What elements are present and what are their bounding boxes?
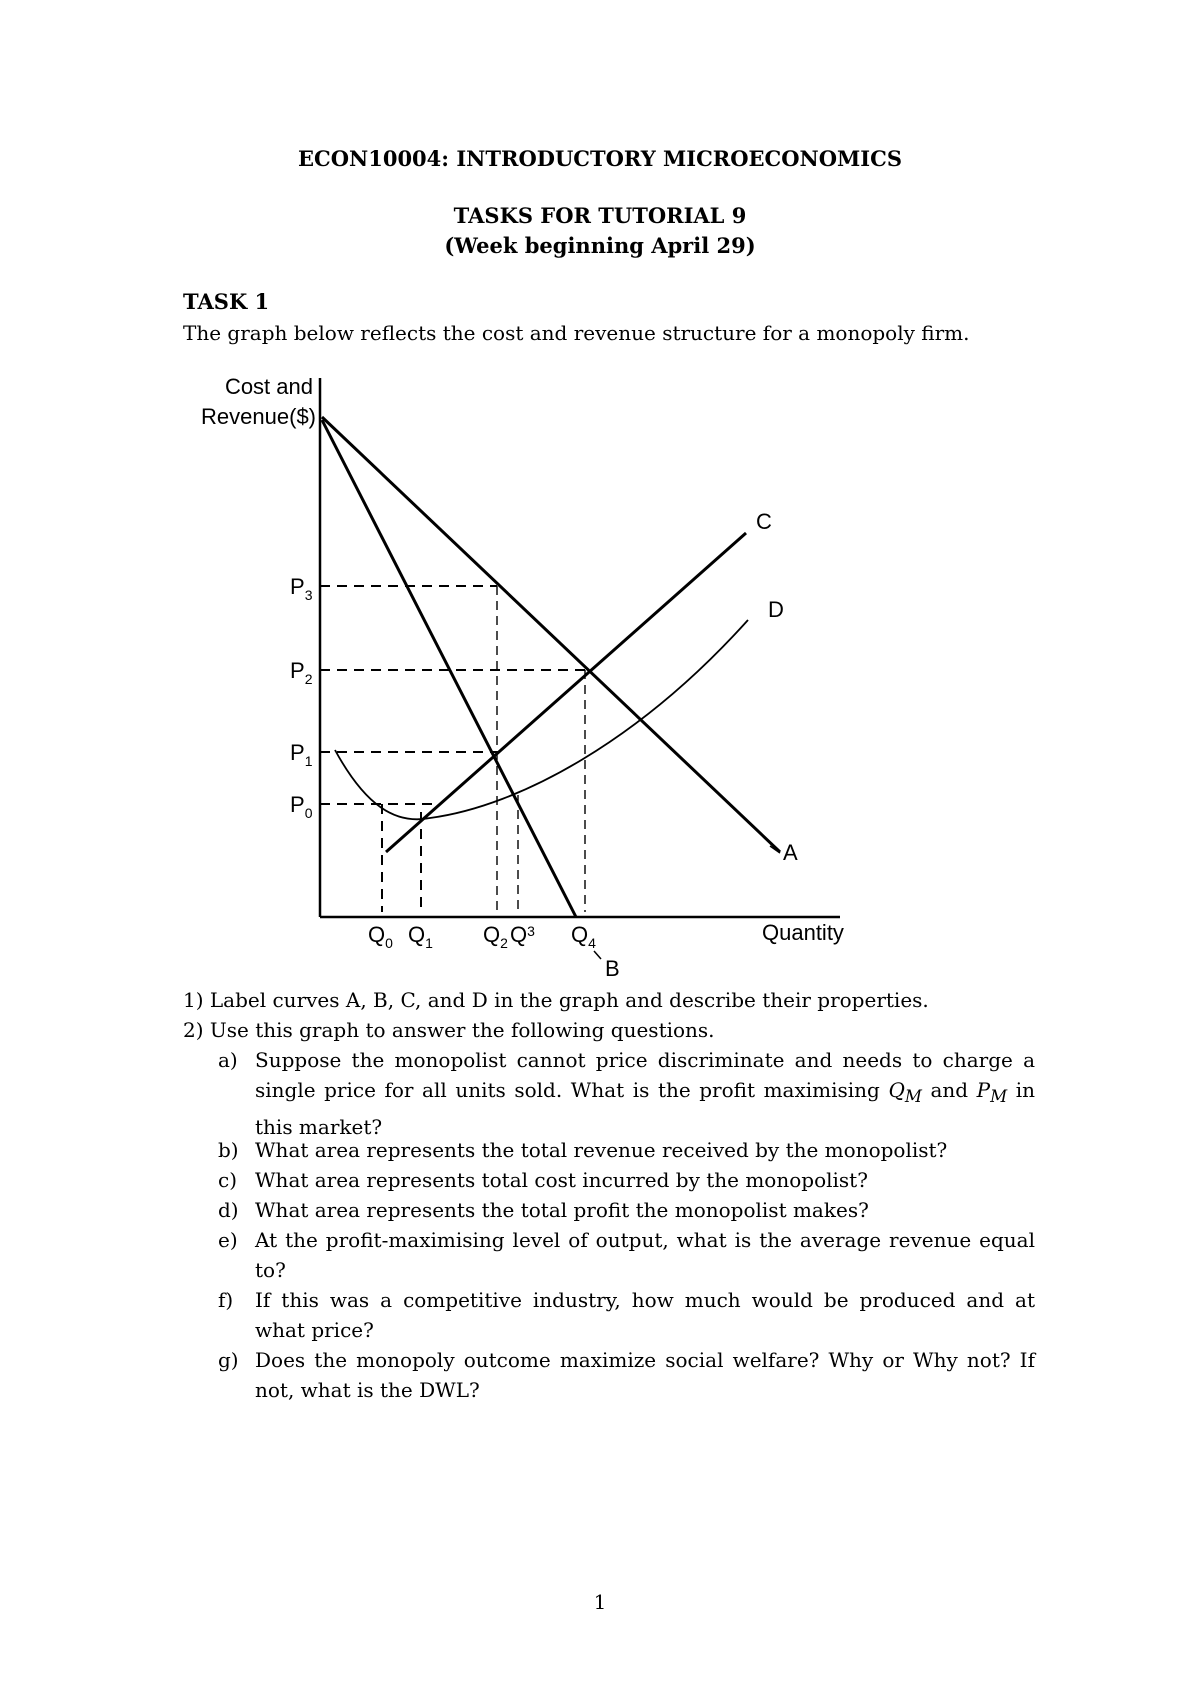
subquestion-c-label: c) <box>218 1168 238 1192</box>
subquestion-a-text-1: Suppose the monopolist cannot price discriminate and needs to charge a single price for all units sold. What is the profit maximising <box>255 1048 1035 1102</box>
curve-a-label: A <box>783 840 798 865</box>
subquestion-g-text: Does the monopoly outcome maximize social welfare? Why or Why not? If not, what is the DWL? <box>255 1348 1035 1402</box>
subquestion-d-label: d) <box>218 1198 239 1222</box>
subquestion-e-text: At the profit-maximising level of output, what is the average revenue equal to? <box>255 1228 1035 1282</box>
question-2: 2) Use this graph to answer the following questions. <box>183 1018 715 1042</box>
curve-b <box>322 420 576 917</box>
subquestion-f-label: f) <box>218 1288 234 1312</box>
week-subtitle: (Week beginning April 29) <box>444 233 756 258</box>
curve-b-label: B <box>605 956 620 981</box>
y-axis-label-line1: Cost and <box>224 374 313 399</box>
curve-c <box>386 533 746 852</box>
curve-d <box>335 620 748 819</box>
p0-label: $P_0$ <box>290 792 313 821</box>
task-heading: TASK 1 <box>183 289 270 314</box>
p2-label: $P_2$ <box>290 658 313 687</box>
y-axis-label-line2: Revenue($) <box>201 404 316 429</box>
q1-label: $Q_1$ <box>408 922 433 951</box>
subquestion-a-label: a) <box>218 1048 238 1072</box>
subquestion-g-label: g) <box>218 1348 239 1372</box>
q2-label: $Q_2$ <box>483 922 508 951</box>
qm-symbol: $Q_M$ <box>888 1078 922 1106</box>
b-label-tick <box>594 951 601 959</box>
subquestion-a-text-2: in this market? <box>255 1078 1036 1139</box>
p3-label: $P_3$ <box>290 574 313 603</box>
p1-label: $P_1$ <box>290 740 313 769</box>
page-number: 1 <box>593 1590 607 1614</box>
course-title: ECON10004: INTRODUCTORY MICROECONOMICS <box>298 146 902 171</box>
subquestion-b-text: What area represents the total revenue received by the monopolist? <box>255 1138 948 1162</box>
subquestion-d-text: What area represents the total profit the monopolist makes? <box>255 1198 869 1222</box>
task-intro: The graph below reflects the cost and revenue structure for a monopoly firm. <box>183 321 970 345</box>
tutorial-title: TASKS FOR TUTORIAL 9 <box>453 203 747 228</box>
curve-d-label: D <box>768 597 784 622</box>
x-axis-label: Quantity <box>762 920 844 945</box>
pm-symbol: $P_M$ <box>976 1078 1008 1106</box>
subquestion-a-and: and <box>930 1078 969 1102</box>
subquestion-f-text: If this was a competitive industry, how much would be produced and at what price? <box>255 1288 1035 1342</box>
curve-c-label: C <box>756 509 772 534</box>
q4-label: $Q_4$ <box>571 922 596 951</box>
question-1: 1) Label curves A, B, C, and D in the graph and describe their properties. <box>183 988 929 1012</box>
curve-a <box>322 417 780 852</box>
q0-label: $Q_0$ <box>368 922 393 951</box>
subquestion-c-text: What area represents total cost incurred by the monopolist? <box>255 1168 868 1192</box>
q3-label: $Q^3$ <box>510 922 535 947</box>
subquestion-b-label: b) <box>218 1138 239 1162</box>
subquestion-e-label: e) <box>218 1228 238 1252</box>
